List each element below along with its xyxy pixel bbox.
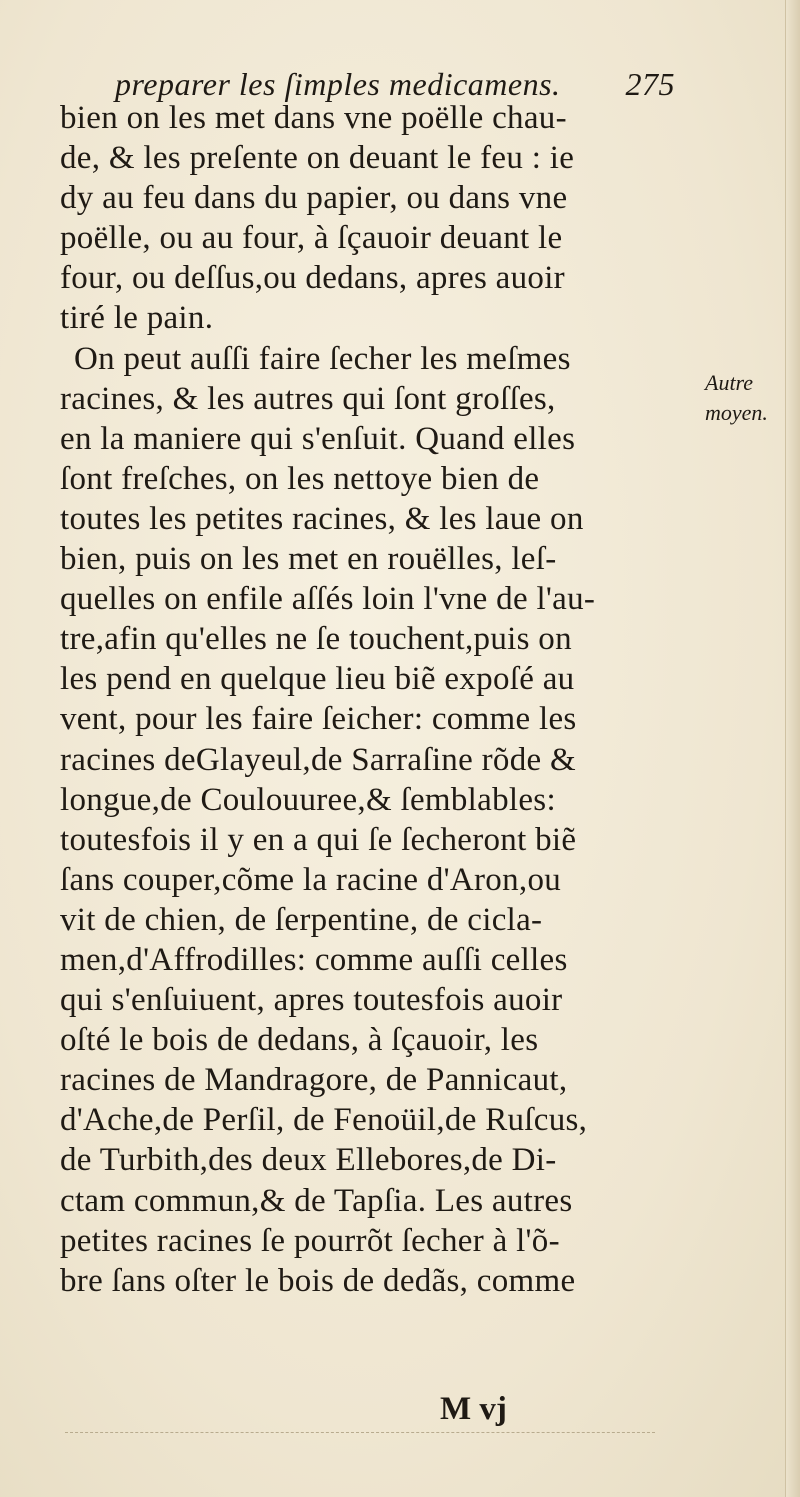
text-line: racines, & les autres qui ſont groſſes, bbox=[60, 380, 556, 417]
text-line: les pend en quelque lieu biẽ expoſé au bbox=[60, 661, 575, 698]
text-line: bien, puis on les met en rouëlles, leſ- bbox=[60, 541, 557, 578]
margin-note: moyen. bbox=[705, 400, 768, 425]
signature-mark: M vj bbox=[440, 1391, 507, 1427]
text-line: petites racines ſe pourrõt ſecher à l'õ- bbox=[60, 1222, 560, 1259]
text-line: oſté le bois de dedans, à ſçauoir, les bbox=[60, 1022, 539, 1059]
text-line: toutesfois il y en a qui ſe ſecheront biẽ bbox=[60, 821, 577, 858]
text-line: ſans couper,cõme la racine d'Aron,ou bbox=[60, 861, 562, 898]
text-line: longue,de Coulouuree,& ſemblables: bbox=[60, 781, 556, 818]
text-line: men,d'Affrodilles: comme auſſi celles bbox=[60, 941, 568, 978]
divider bbox=[65, 1432, 655, 1434]
page-number: 275 bbox=[625, 66, 675, 102]
text-line: dy au feu dans du papier, ou dans vne bbox=[60, 180, 568, 217]
text-line: toutes les petites racines, & les laue on bbox=[60, 500, 584, 537]
text-line: bre ſans oſter le bois de dedãs, comme bbox=[60, 1262, 576, 1299]
text-line: four, ou deſſus,ou dedans, apres auoir bbox=[60, 260, 565, 297]
page-edge bbox=[785, 0, 800, 1497]
text-line: On peut auſſi faire ſecher les meſmes bbox=[74, 340, 571, 377]
text-line: vent, pour les faire ſeicher: comme les bbox=[60, 701, 577, 738]
body-text bbox=[60, 98, 690, 1301]
text-line: poëlle, ou au four, à ſçauoir deuant le bbox=[60, 220, 563, 257]
text-line: tiré le pain. bbox=[60, 300, 214, 337]
running-title: prepa‍rer les ſimples medicamens. bbox=[115, 66, 561, 102]
text-line: racines de Mandragore, de Pannicaut, bbox=[60, 1062, 568, 1099]
text-line: quelles on enfile aſſés loin l'vne de l'au- bbox=[60, 581, 596, 618]
text-line: de Turbith,des deux Ellebores,de Di- bbox=[60, 1142, 557, 1179]
text-line: racines deGlayeul,de Sarraſine rõde & bbox=[60, 741, 576, 778]
margin-note: Autre bbox=[705, 370, 754, 395]
text-line: vit de chien, de ſerpentine, de cicla- bbox=[60, 901, 543, 938]
text-line: qui s'enſuiuent, apres toutesfois auoir bbox=[60, 982, 563, 1019]
text-line: en la maniere qui s'enſuit. Quand elles bbox=[60, 420, 576, 457]
text-line: d'Ache,de Perſil, de Fenoüil,de Ruſcus, bbox=[60, 1102, 588, 1139]
text-line: ctam commun,& de Tapſia. Les autres bbox=[60, 1182, 573, 1219]
text-line: bien on les met dans vne poëlle chau- bbox=[60, 100, 567, 136]
text-line: ſont freſches, on les nettoye bien de bbox=[60, 460, 540, 497]
text-line: de, & les preſente on deuant le feu : ie bbox=[60, 140, 575, 177]
text-line: tre,afin qu'elles ne ſe touchent,puis on bbox=[60, 621, 572, 658]
